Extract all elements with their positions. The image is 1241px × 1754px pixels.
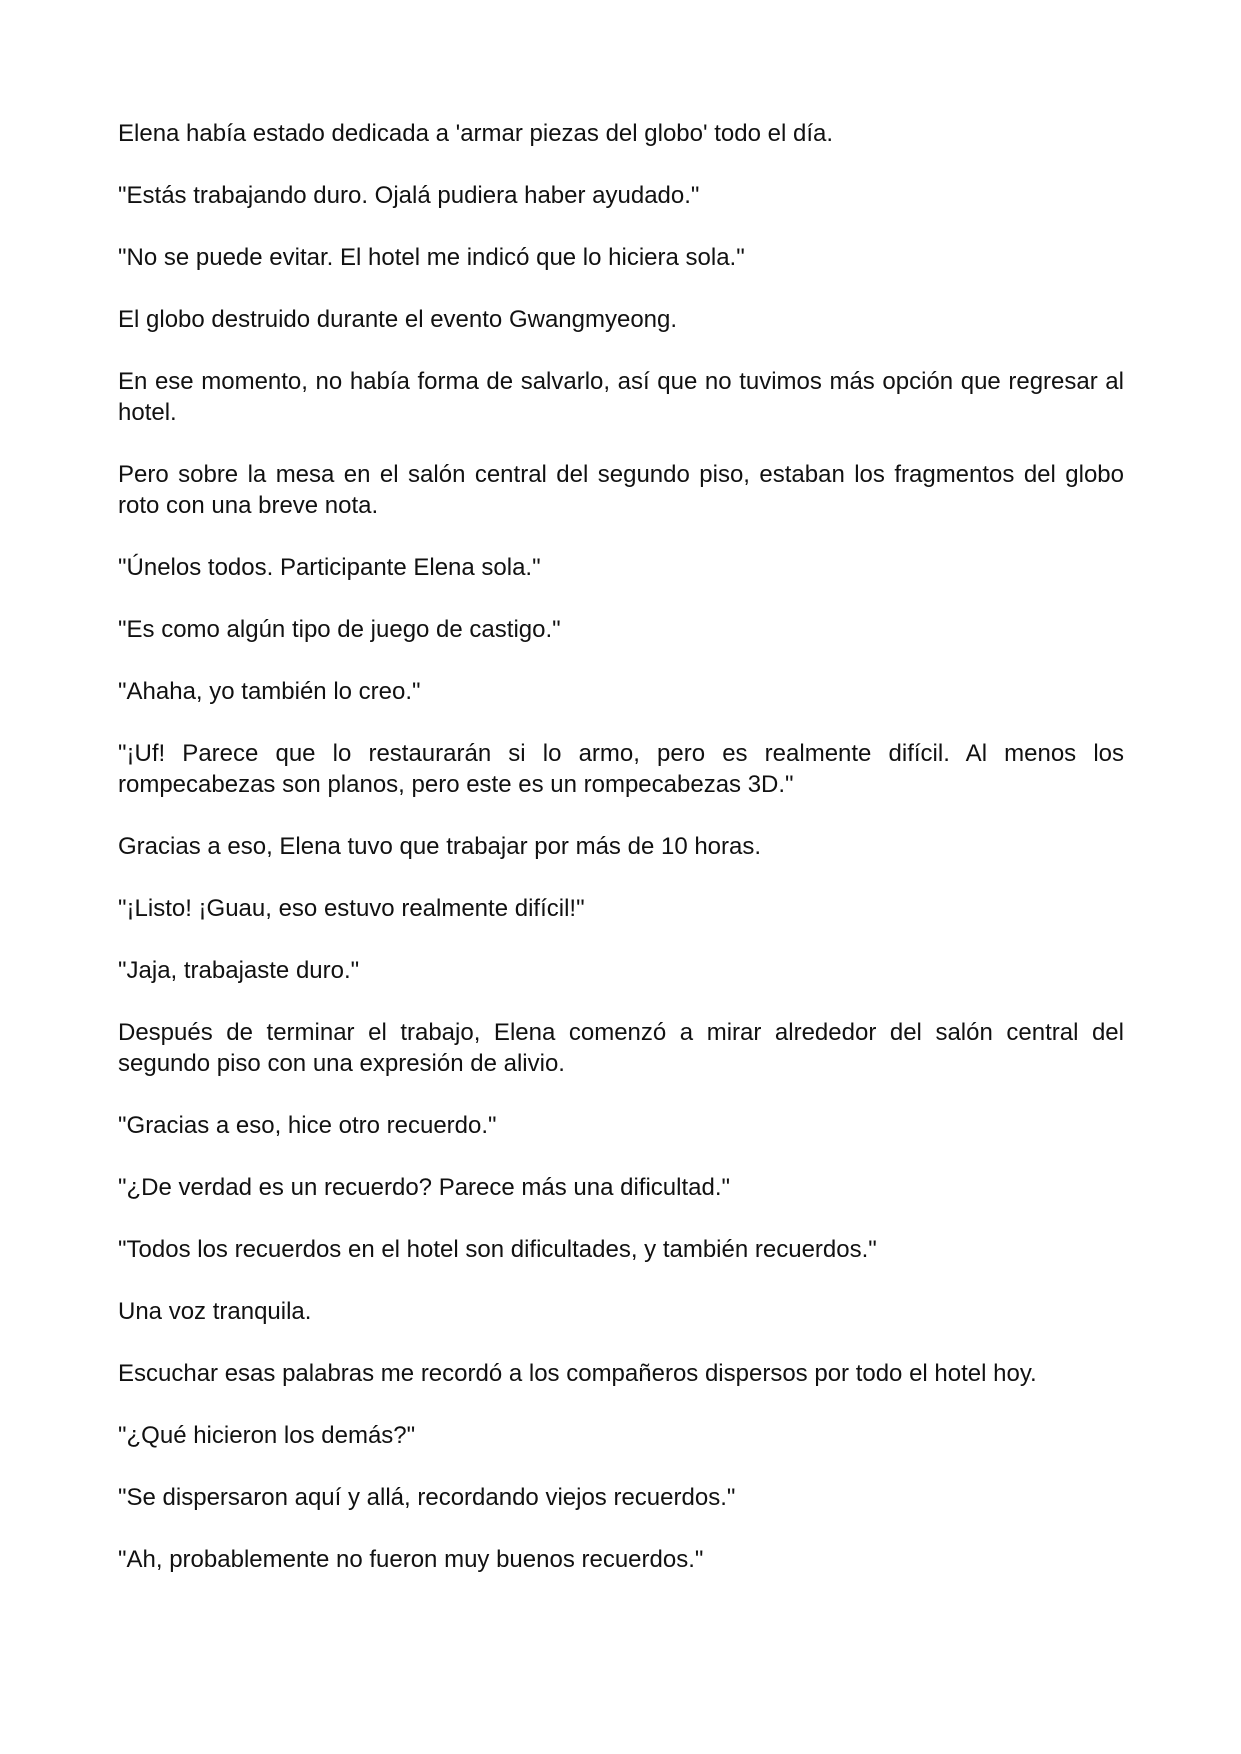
paragraph: "¡Uf! Parece que lo restaurarán si lo armo, pero es realmente difícil. Al menos los rompecabezas son planos, pero este es un rompecabezas 3D." [118, 740, 1124, 798]
paragraph: "Estás trabajando duro. Ojalá pudiera haber ayudado." [118, 182, 700, 209]
paragraph: Después de terminar el trabajo, Elena comenzó a mirar alrededor del salón central del segundo piso con una expresión de alivio. [118, 1019, 1124, 1077]
paragraph: Una voz tranquila. [118, 1298, 312, 1325]
paragraph: "No se puede evitar. El hotel me indicó que lo hiciera sola." [118, 244, 745, 271]
paragraph: "Gracias a eso, hice otro recuerdo." [118, 1112, 497, 1139]
paragraph: Gracias a eso, Elena tuvo que trabajar por más de 10 horas. [118, 833, 762, 860]
paragraph: "Se dispersaron aquí y allá, recordando viejos recuerdos." [118, 1484, 736, 1511]
document-body [118, 118, 1124, 1606]
paragraph: "Jaja, trabajaste duro." [118, 957, 360, 984]
paragraph: "¡Listo! ¡Guau, eso estuvo realmente difícil!" [118, 895, 585, 922]
paragraph: "Únelos todos. Participante Elena sola." [118, 554, 541, 581]
paragraph: En ese momento, no había forma de salvarlo, así que no tuvimos más opción que regresar al hotel. [118, 368, 1124, 426]
paragraph: Escuchar esas palabras me recordó a los compañeros dispersos por todo el hotel hoy. [118, 1360, 1037, 1387]
paragraph: "Ah, probablemente no fueron muy buenos recuerdos." [118, 1546, 704, 1573]
paragraph: Pero sobre la mesa en el salón central del segundo piso, estaban los fragmentos del globo roto con una breve nota. [118, 461, 1124, 519]
paragraph: "Es como algún tipo de juego de castigo." [118, 616, 561, 643]
paragraph: "¿Qué hicieron los demás?" [118, 1422, 416, 1449]
paragraph: Elena había estado dedicada a 'armar piezas del globo' todo el día. [118, 120, 833, 147]
paragraph: "Todos los recuerdos en el hotel son dificultades, y también recuerdos." [118, 1236, 877, 1263]
paragraph: "Ahaha, yo también lo creo." [118, 678, 421, 705]
paragraph: El globo destruido durante el evento Gwangmyeong. [118, 306, 678, 333]
paragraph: "¿De verdad es un recuerdo? Parece más una dificultad." [118, 1174, 731, 1201]
